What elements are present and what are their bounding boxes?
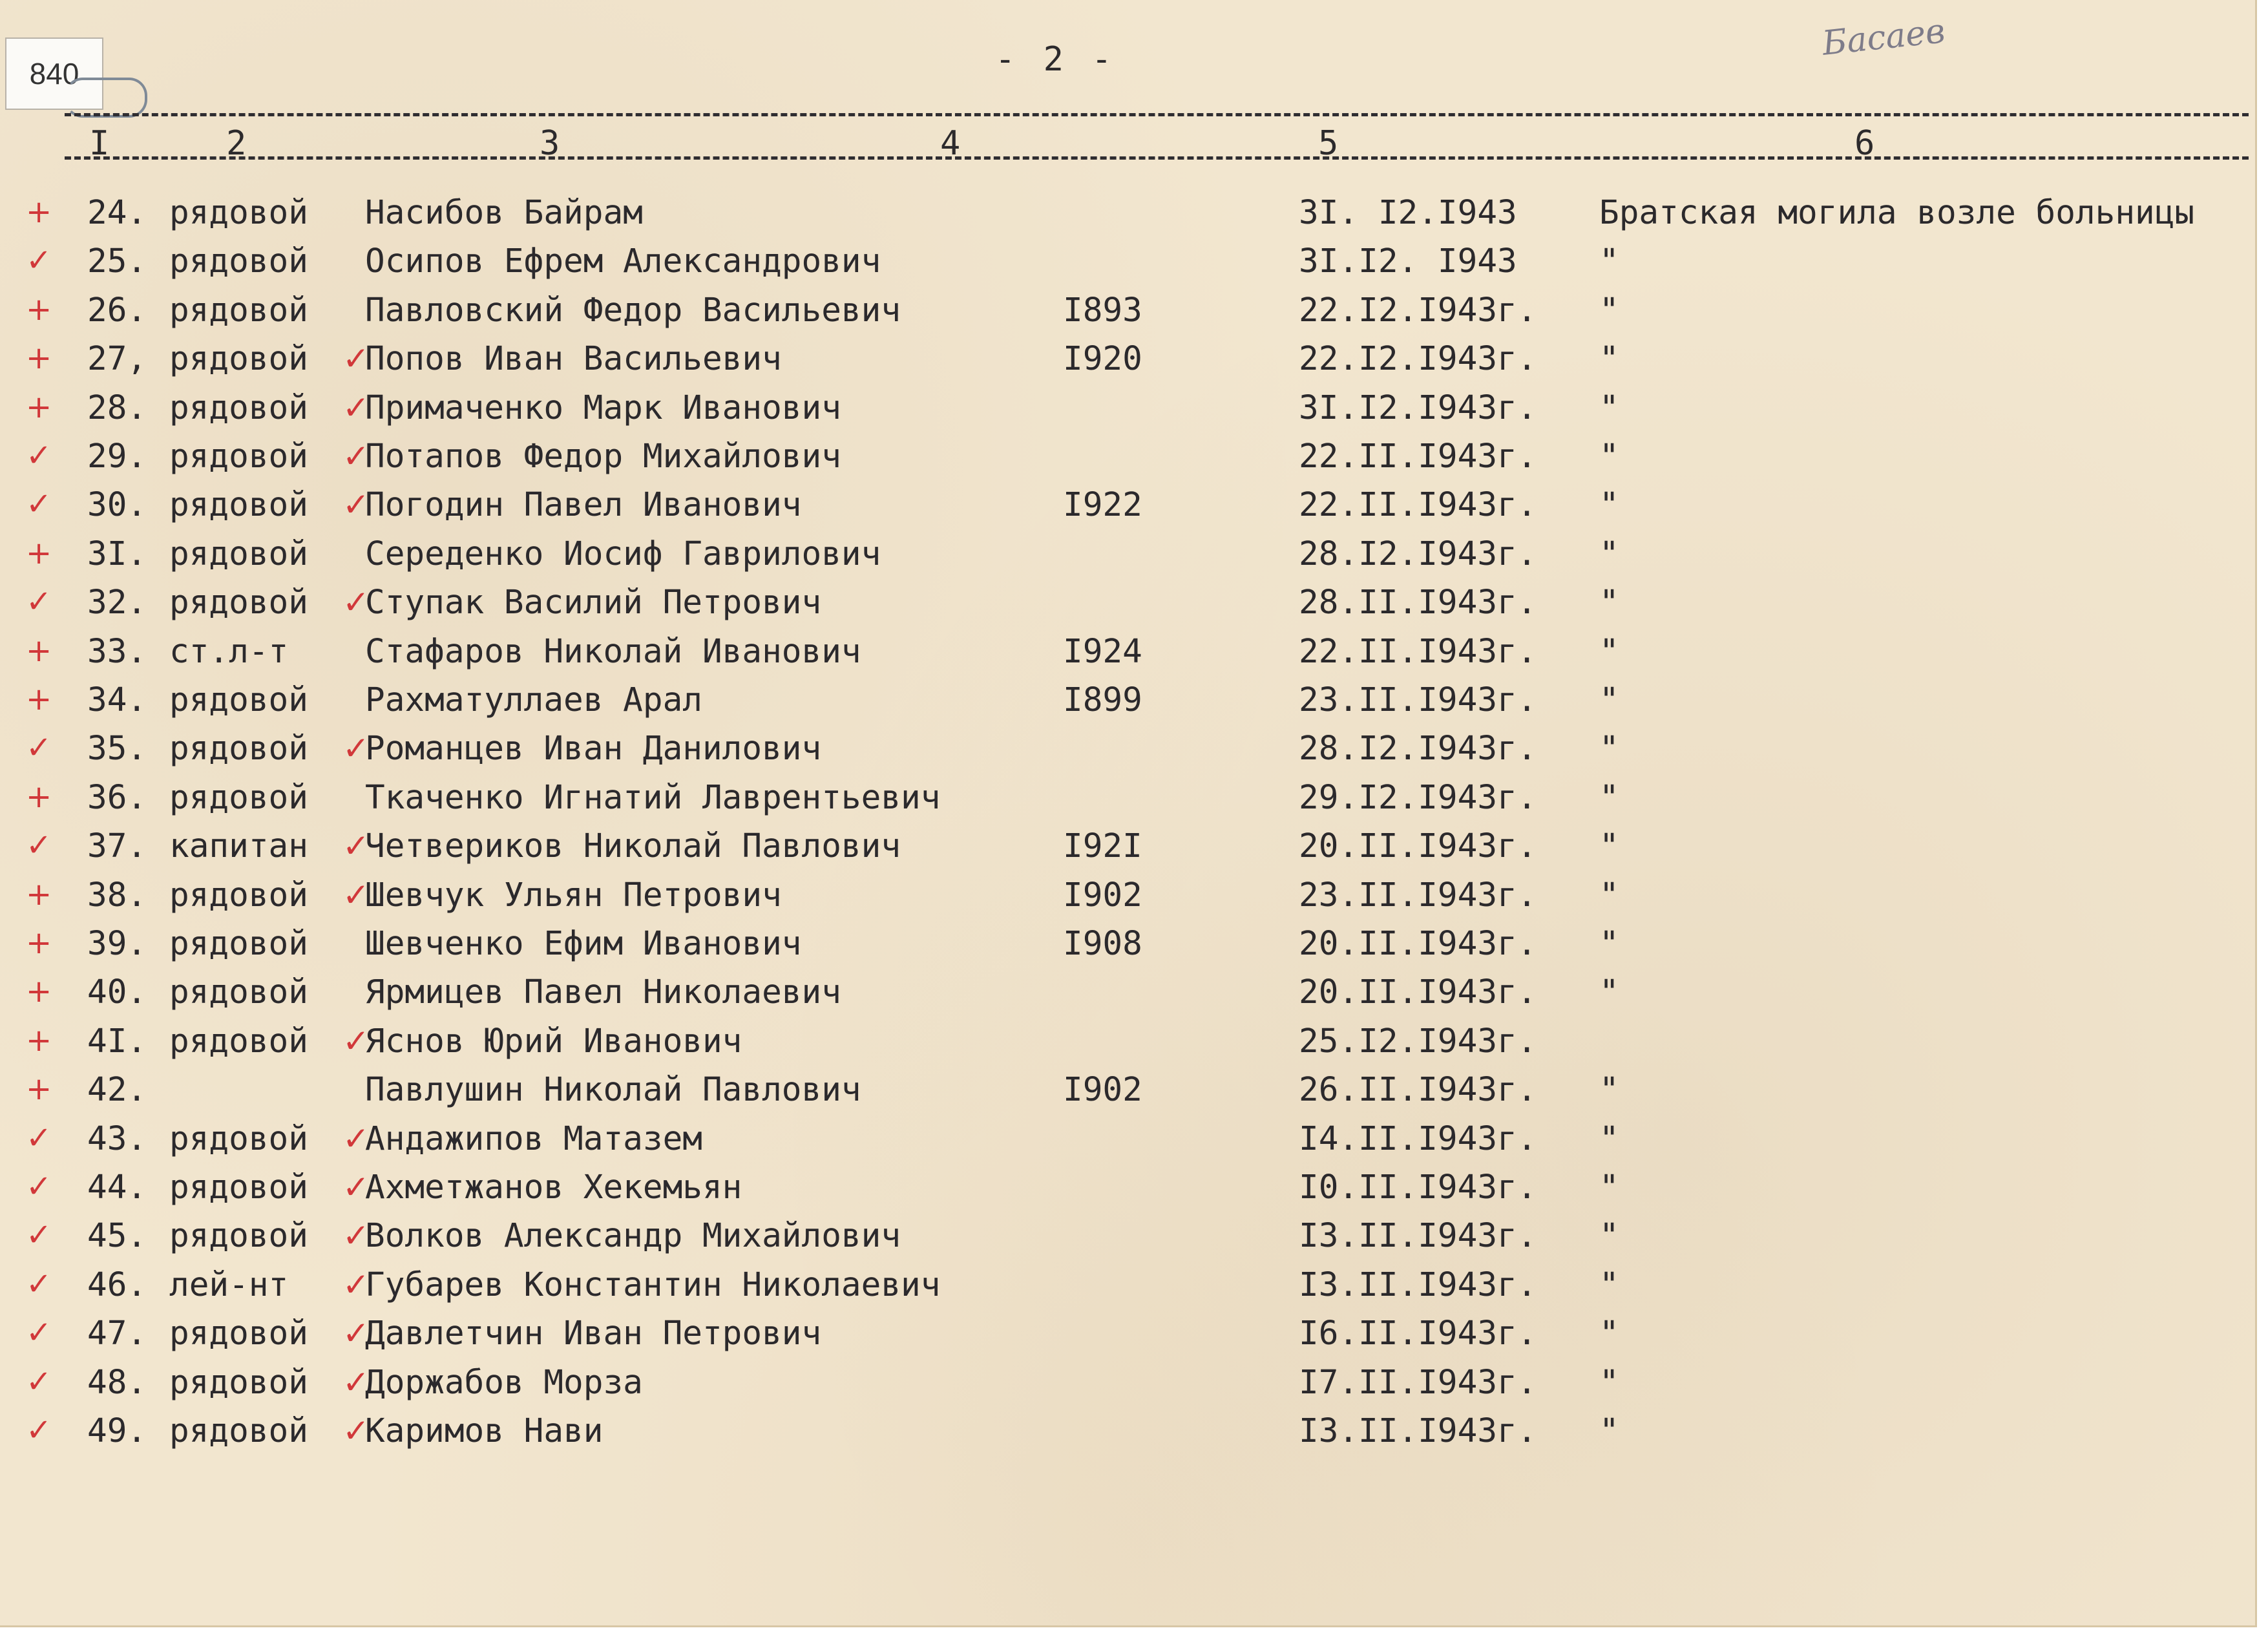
full-name: Ткаченко Игнатий Лаврентьевич bbox=[365, 778, 941, 817]
row-number: 43. bbox=[87, 1119, 147, 1158]
check-mark: ✓ bbox=[342, 584, 370, 622]
death-date: I6.II.I943г. bbox=[1299, 1315, 1537, 1353]
full-name: Павлушин Николай Павлович bbox=[365, 1071, 861, 1110]
row-number: 49. bbox=[87, 1412, 147, 1450]
burial-place: " bbox=[1599, 730, 1619, 768]
row-number: 44. bbox=[87, 1168, 147, 1207]
review-mark: ✓ bbox=[26, 1265, 52, 1302]
table-row bbox=[0, 1022, 2255, 1070]
birth-year: I92I bbox=[1063, 827, 1142, 866]
full-name: Погодин Павел Иванович bbox=[365, 486, 802, 525]
burial-place: " bbox=[1599, 340, 1619, 379]
military-rank: рядовой bbox=[169, 1363, 308, 1402]
row-number: 42. bbox=[87, 1071, 147, 1110]
birth-year: I924 bbox=[1063, 632, 1142, 671]
page-number: - 2 - bbox=[995, 40, 1116, 79]
check-mark: ✓ bbox=[342, 730, 370, 768]
military-rank: рядовой bbox=[169, 730, 308, 768]
military-rank: рядовой bbox=[169, 534, 308, 573]
review-mark: ✓ bbox=[26, 438, 52, 474]
death-date: 28.II.I943г. bbox=[1299, 584, 1537, 622]
full-name: Попов Иван Васильевич bbox=[365, 340, 782, 379]
column-number-4: 4 bbox=[940, 124, 961, 163]
military-rank: рядовой bbox=[169, 778, 308, 817]
review-mark: + bbox=[26, 925, 52, 961]
death-date: 28.I2.I943г. bbox=[1299, 534, 1537, 573]
full-name: Ступак Василий Петрович bbox=[365, 584, 822, 622]
check-mark: ✓ bbox=[342, 340, 370, 378]
table-row bbox=[0, 535, 2255, 583]
birth-year: I899 bbox=[1063, 681, 1142, 719]
military-rank: рядовой bbox=[169, 1119, 308, 1158]
review-mark: ✓ bbox=[26, 486, 52, 523]
birth-year: I893 bbox=[1063, 291, 1142, 330]
row-number: 27, bbox=[87, 340, 147, 379]
row-number: 30. bbox=[87, 486, 147, 525]
table-row bbox=[0, 1266, 2255, 1314]
table-row bbox=[0, 827, 2255, 875]
review-mark: ✓ bbox=[26, 1363, 52, 1400]
birth-year: I920 bbox=[1063, 340, 1142, 379]
review-mark: + bbox=[26, 1071, 52, 1108]
row-number: 4I. bbox=[87, 1022, 147, 1061]
burial-place: " bbox=[1599, 584, 1619, 622]
table-row bbox=[0, 681, 2255, 729]
full-name: Шевчук Ульян Петрович bbox=[365, 876, 782, 914]
row-number: 45. bbox=[87, 1217, 147, 1256]
check-mark: ✓ bbox=[342, 486, 370, 524]
full-name: Осипов Ефрем Александрович bbox=[365, 242, 881, 281]
table-row bbox=[0, 242, 2255, 290]
death-date: 20.II.I943г. bbox=[1299, 973, 1537, 1012]
row-number: 24. bbox=[87, 194, 147, 232]
burial-place: " bbox=[1599, 1071, 1619, 1110]
review-mark: + bbox=[26, 876, 52, 913]
paper-clip-icon bbox=[65, 78, 147, 118]
column-number-5: 5 bbox=[1318, 124, 1339, 163]
full-name: Андажипов Матазем bbox=[365, 1119, 702, 1158]
table-row bbox=[0, 486, 2255, 534]
table-row bbox=[0, 291, 2255, 339]
table-row bbox=[0, 1412, 2255, 1460]
table-row bbox=[0, 1315, 2255, 1362]
death-date: 23.II.I943г. bbox=[1299, 876, 1537, 914]
row-number: 33. bbox=[87, 632, 147, 671]
review-mark: + bbox=[26, 340, 52, 377]
death-date: I3.II.I943г. bbox=[1299, 1265, 1537, 1304]
row-number: 34. bbox=[87, 681, 147, 719]
full-name: Шевченко Ефим Иванович bbox=[365, 925, 802, 963]
birth-year: I922 bbox=[1063, 486, 1142, 525]
burial-place: Братская могила возле больницы bbox=[1599, 194, 2195, 232]
check-mark: ✓ bbox=[342, 1265, 370, 1304]
row-number: 47. bbox=[87, 1315, 147, 1353]
death-date: 22.II.I943г. bbox=[1299, 438, 1537, 476]
death-date: I3.II.I943г. bbox=[1299, 1217, 1537, 1256]
full-name: Примаченко Марк Иванович bbox=[365, 388, 841, 427]
row-number: 40. bbox=[87, 973, 147, 1012]
burial-place: " bbox=[1599, 876, 1619, 914]
death-date: 20.II.I943г. bbox=[1299, 827, 1537, 866]
row-number: 39. bbox=[87, 925, 147, 963]
row-number: 37. bbox=[87, 827, 147, 866]
military-rank: рядовой bbox=[169, 1217, 308, 1256]
death-date: 3I. I2.I943 bbox=[1299, 194, 1517, 232]
table-row bbox=[0, 730, 2255, 777]
row-number: 38. bbox=[87, 876, 147, 914]
burial-place: " bbox=[1599, 827, 1619, 866]
row-number: 32. bbox=[87, 584, 147, 622]
row-number: 3I. bbox=[87, 534, 147, 573]
table-row bbox=[0, 1364, 2255, 1411]
full-name: Середенко Иосиф Гаврилович bbox=[365, 534, 881, 573]
military-rank: рядовой bbox=[169, 486, 308, 525]
burial-place: " bbox=[1599, 1315, 1619, 1353]
row-number: 46. bbox=[87, 1265, 147, 1304]
row-number: 25. bbox=[87, 242, 147, 281]
military-rank: рядовой bbox=[169, 242, 308, 281]
check-mark: ✓ bbox=[342, 1022, 370, 1060]
full-name: Романцев Иван Данилович bbox=[365, 730, 822, 768]
death-date: I3.II.I943г. bbox=[1299, 1412, 1537, 1450]
archive-number: 840 bbox=[29, 57, 79, 90]
burial-place: " bbox=[1599, 973, 1619, 1012]
burial-place: " bbox=[1599, 291, 1619, 330]
review-mark: + bbox=[26, 388, 52, 425]
review-mark: + bbox=[26, 194, 52, 230]
military-rank: рядовой bbox=[169, 876, 308, 914]
military-rank: ст.л-т bbox=[169, 632, 289, 671]
death-date: 25.I2.I943г. bbox=[1299, 1022, 1537, 1061]
review-mark: ✓ bbox=[26, 1412, 52, 1448]
death-date: I4.II.I943г. bbox=[1299, 1119, 1537, 1158]
table-row bbox=[0, 1071, 2255, 1119]
full-name: Ахметжанов Хекемьян bbox=[365, 1168, 742, 1207]
military-rank: рядовой bbox=[169, 1315, 308, 1353]
review-mark: ✓ bbox=[26, 584, 52, 620]
review-mark: ✓ bbox=[26, 730, 52, 766]
burial-place: " bbox=[1599, 632, 1619, 671]
handwritten-note: Басаев bbox=[1820, 12, 1948, 63]
burial-place: " bbox=[1599, 925, 1619, 963]
full-name: Рахматуллаев Арал bbox=[365, 681, 702, 719]
full-name: Стафаров Николай Иванович bbox=[365, 632, 861, 671]
row-number: 29. bbox=[87, 438, 147, 476]
column-number-6: 6 bbox=[1854, 124, 1875, 163]
military-rank: рядовой bbox=[169, 1022, 308, 1061]
military-rank: капитан bbox=[169, 827, 308, 866]
review-mark: + bbox=[26, 973, 52, 1010]
check-mark: ✓ bbox=[342, 1363, 370, 1401]
check-mark: ✓ bbox=[342, 1217, 370, 1255]
burial-place: " bbox=[1599, 681, 1619, 719]
military-rank: рядовой bbox=[169, 438, 308, 476]
military-rank: рядовой bbox=[169, 973, 308, 1012]
row-number: 28. bbox=[87, 388, 147, 427]
military-rank: рядовой bbox=[169, 1412, 308, 1450]
death-date: 26.II.I943г. bbox=[1299, 1071, 1537, 1110]
full-name: Губарев Константин Николаевич bbox=[365, 1265, 941, 1304]
review-mark: + bbox=[26, 291, 52, 328]
check-mark: ✓ bbox=[342, 1412, 370, 1450]
military-rank: рядовой bbox=[169, 194, 308, 232]
burial-place: " bbox=[1599, 1168, 1619, 1207]
row-number: 36. bbox=[87, 778, 147, 817]
full-name: Насибов Байрам bbox=[365, 194, 643, 232]
header-divider-top bbox=[65, 113, 2249, 116]
military-rank: рядовой bbox=[169, 340, 308, 379]
table-row bbox=[0, 1168, 2255, 1216]
full-name: Яснов Юрий Иванович bbox=[365, 1022, 742, 1061]
burial-place: " bbox=[1599, 242, 1619, 281]
burial-place: " bbox=[1599, 534, 1619, 573]
military-rank: рядовой bbox=[169, 388, 308, 427]
check-mark: ✓ bbox=[342, 438, 370, 475]
full-name: Павловский Федор Васильевич bbox=[365, 291, 901, 330]
table-row bbox=[0, 1217, 2255, 1265]
row-number: 35. bbox=[87, 730, 147, 768]
review-mark: ✓ bbox=[26, 1119, 52, 1156]
table-row bbox=[0, 340, 2255, 388]
check-mark: ✓ bbox=[342, 1119, 370, 1157]
burial-place: " bbox=[1599, 388, 1619, 427]
burial-place: " bbox=[1599, 1217, 1619, 1256]
check-mark: ✓ bbox=[342, 876, 370, 914]
military-rank: рядовой bbox=[169, 925, 308, 963]
military-rank: рядовой bbox=[169, 1168, 308, 1207]
review-mark: + bbox=[26, 534, 52, 571]
table-row bbox=[0, 389, 2255, 437]
column-number-3: 3 bbox=[540, 124, 560, 163]
burial-place: " bbox=[1599, 1412, 1619, 1450]
check-mark: ✓ bbox=[342, 388, 370, 427]
table-row bbox=[0, 925, 2255, 973]
review-mark: + bbox=[26, 1022, 52, 1059]
death-date: I7.II.I943г. bbox=[1299, 1363, 1537, 1402]
death-date: 22.II.I943г. bbox=[1299, 632, 1537, 671]
military-rank: рядовой bbox=[169, 681, 308, 719]
review-mark: ✓ bbox=[26, 1217, 52, 1254]
table-row bbox=[0, 438, 2255, 485]
birth-year: I902 bbox=[1063, 876, 1142, 914]
column-number-1: I bbox=[89, 124, 110, 163]
review-mark: + bbox=[26, 681, 52, 717]
military-rank: рядовой bbox=[169, 584, 308, 622]
review-mark: ✓ bbox=[26, 827, 52, 864]
check-mark: ✓ bbox=[342, 1168, 370, 1206]
death-date: 3I.I2. I943 bbox=[1299, 242, 1517, 281]
table-row bbox=[0, 779, 2255, 827]
review-mark: ✓ bbox=[26, 1315, 52, 1351]
burial-place: " bbox=[1599, 438, 1619, 476]
table-row bbox=[0, 584, 2255, 631]
death-date: 22.I2.I943г. bbox=[1299, 340, 1537, 379]
review-mark: + bbox=[26, 632, 52, 669]
column-number-2: 2 bbox=[226, 124, 247, 163]
check-mark: ✓ bbox=[342, 827, 370, 865]
full-name: Четвериков Николай Павлович bbox=[365, 827, 901, 866]
header-divider-bottom bbox=[65, 156, 2249, 160]
full-name: Потапов Федор Михайлович bbox=[365, 438, 841, 476]
birth-year: I902 bbox=[1063, 1071, 1142, 1110]
table-row bbox=[0, 194, 2255, 242]
row-number: 26. bbox=[87, 291, 147, 330]
death-date: 3I.I2.I943г. bbox=[1299, 388, 1537, 427]
review-mark: ✓ bbox=[26, 1168, 52, 1205]
death-date: 22.II.I943г. bbox=[1299, 486, 1537, 525]
burial-place: " bbox=[1599, 778, 1619, 817]
review-mark: + bbox=[26, 778, 52, 815]
review-mark: ✓ bbox=[26, 242, 52, 279]
death-date: 28.I2.I943г. bbox=[1299, 730, 1537, 768]
death-date: 22.I2.I943г. bbox=[1299, 291, 1537, 330]
death-date: 23.II.I943г. bbox=[1299, 681, 1537, 719]
birth-year: I908 bbox=[1063, 925, 1142, 963]
burial-place: " bbox=[1599, 1265, 1619, 1304]
check-mark: ✓ bbox=[342, 1315, 370, 1353]
table-row bbox=[0, 973, 2255, 1021]
full-name: Волков Александр Михайлович bbox=[365, 1217, 901, 1256]
burial-place: " bbox=[1599, 486, 1619, 525]
row-number: 48. bbox=[87, 1363, 147, 1402]
full-name: Давлетчин Иван Петрович bbox=[365, 1315, 822, 1353]
full-name: Доржабов Морза bbox=[365, 1363, 643, 1402]
military-rank: рядовой bbox=[169, 291, 308, 330]
table-row bbox=[0, 876, 2255, 924]
death-date: 20.II.I943г. bbox=[1299, 925, 1537, 963]
full-name: Ярмицев Павел Николаевич bbox=[365, 973, 841, 1012]
burial-place: " bbox=[1599, 1363, 1619, 1402]
burial-place: " bbox=[1599, 1119, 1619, 1158]
table-row bbox=[0, 633, 2255, 681]
death-date: I0.II.I943г. bbox=[1299, 1168, 1537, 1207]
death-date: 29.I2.I943г. bbox=[1299, 778, 1537, 817]
military-rank: лей-нт bbox=[169, 1265, 289, 1304]
full-name: Каримов Нави bbox=[365, 1412, 604, 1450]
table-row bbox=[0, 1120, 2255, 1168]
